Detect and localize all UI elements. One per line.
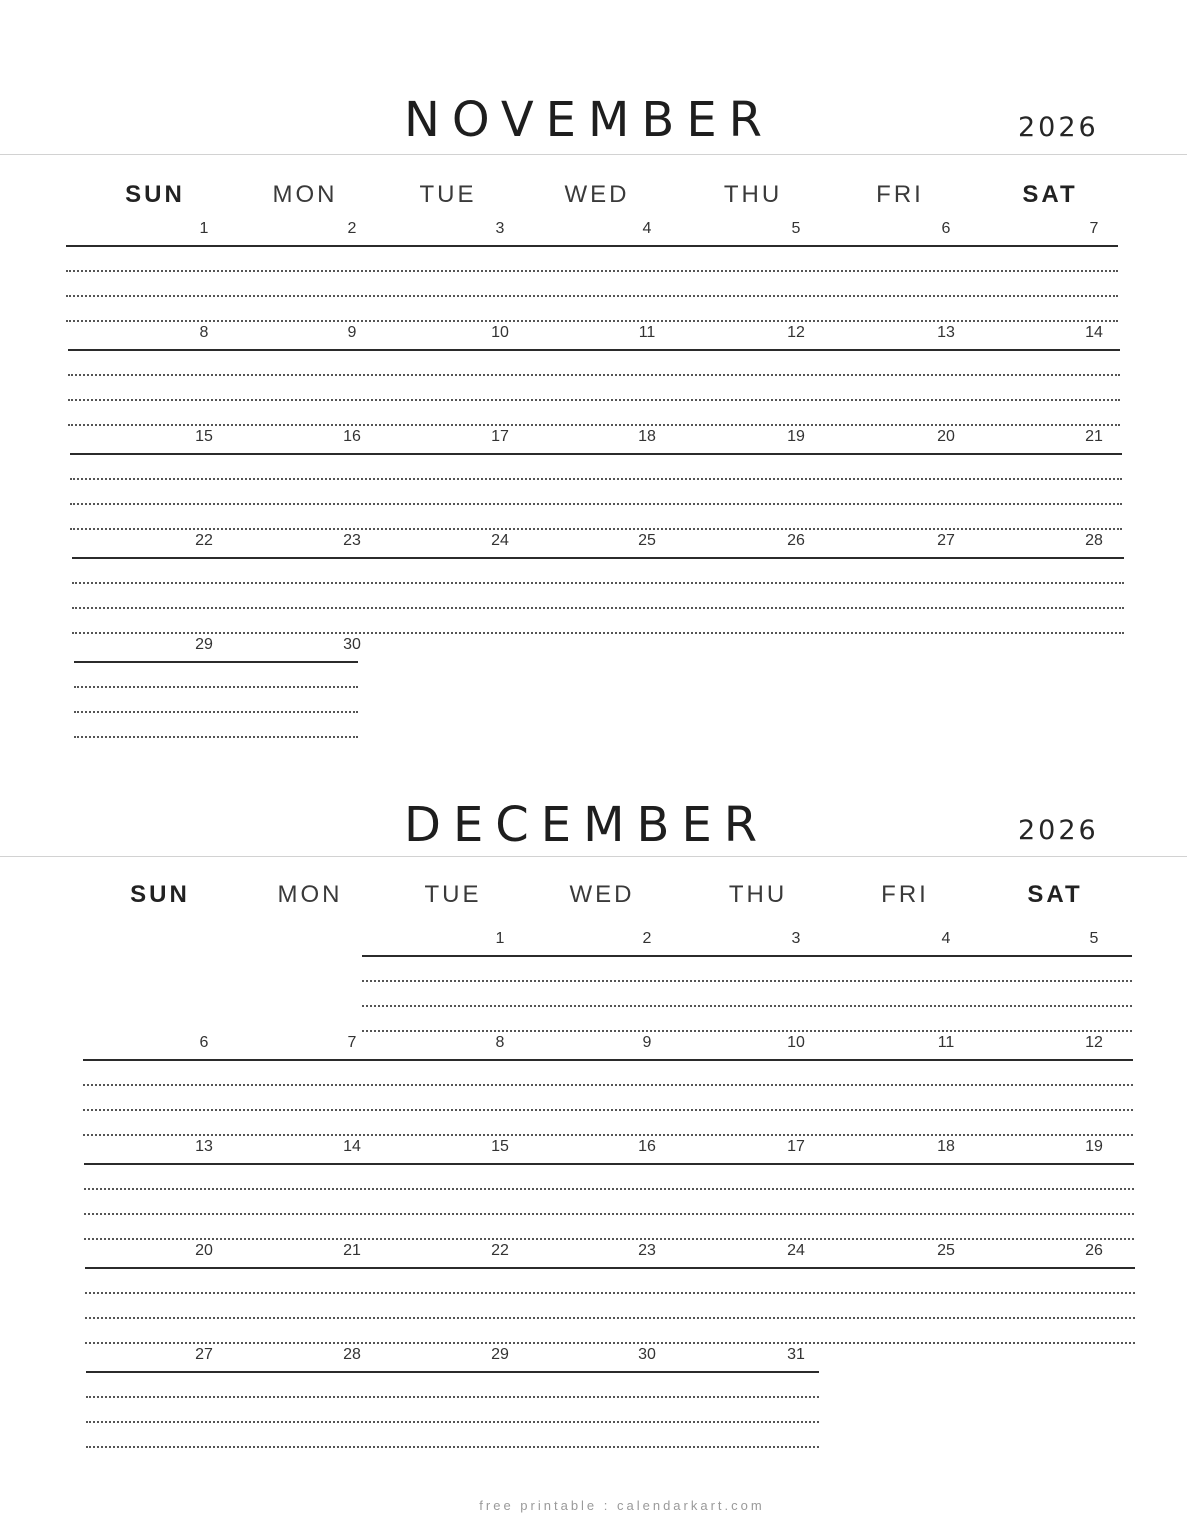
note-line (85, 1317, 1135, 1319)
note-line (68, 424, 1120, 426)
day-number: 13 (937, 324, 955, 341)
footer-credit: free printable : calendarkart.com (479, 1498, 765, 1513)
note-line (84, 1238, 1134, 1240)
day-number: 23 (343, 532, 361, 549)
weekday-header-tue: TUE (424, 881, 482, 908)
weekday-header-sat: SAT (1027, 881, 1083, 908)
note-line (70, 478, 1122, 480)
day-number: 24 (491, 532, 509, 549)
day-number: 26 (787, 532, 805, 549)
weekday-header-mon: MON (272, 181, 338, 208)
weekday-header-sun: SUN (130, 881, 190, 908)
note-line (83, 1134, 1133, 1136)
day-number: 11 (638, 324, 656, 341)
day-number: 6 (941, 220, 951, 237)
day-number: 21 (343, 1242, 361, 1259)
day-number: 3 (791, 930, 801, 947)
day-number: 17 (787, 1138, 805, 1155)
note-line (362, 980, 1132, 982)
week-row-line (66, 245, 1118, 247)
week-row-line (85, 1267, 1135, 1269)
note-line (70, 528, 1122, 530)
weekday-header-fri: FRI (881, 881, 929, 908)
day-number: 7 (1089, 220, 1099, 237)
weekday-header-wed: WED (569, 881, 635, 908)
day-number: 22 (491, 1242, 509, 1259)
month-title: DECEMBER (404, 797, 770, 853)
day-number: 30 (343, 636, 361, 653)
note-line (68, 374, 1120, 376)
day-number: 5 (791, 220, 801, 237)
month-title: NOVEMBER (404, 92, 775, 148)
weekday-header-sun: SUN (125, 181, 185, 208)
note-line (66, 270, 1118, 272)
day-number: 18 (937, 1138, 955, 1155)
day-number: 20 (937, 428, 955, 445)
day-number: 26 (1085, 1242, 1103, 1259)
day-number: 21 (1085, 428, 1103, 445)
day-number: 28 (343, 1346, 361, 1363)
note-line (72, 607, 1124, 609)
day-number: 24 (787, 1242, 805, 1259)
week-row-line (70, 453, 1122, 455)
week-row-line (72, 557, 1124, 559)
title-divider (0, 154, 1187, 155)
note-line (74, 736, 358, 738)
day-number: 17 (491, 428, 509, 445)
week-row-line (68, 349, 1120, 351)
note-line (362, 1005, 1132, 1007)
day-number: 2 (642, 930, 652, 947)
day-number: 14 (1085, 324, 1103, 341)
note-line (86, 1396, 819, 1398)
note-line (85, 1292, 1135, 1294)
day-number: 19 (1085, 1138, 1103, 1155)
day-number: 10 (787, 1034, 805, 1051)
weekday-header-tue: TUE (419, 181, 477, 208)
note-line (86, 1446, 819, 1448)
note-line (66, 295, 1118, 297)
note-line (74, 711, 358, 713)
weekday-header-fri: FRI (876, 181, 924, 208)
day-number: 13 (195, 1138, 213, 1155)
day-number: 14 (343, 1138, 361, 1155)
weekday-header-thu: THU (728, 881, 788, 908)
weekday-header-sat: SAT (1022, 181, 1078, 208)
day-number: 4 (941, 930, 951, 947)
day-number: 18 (638, 428, 656, 445)
day-number: 25 (638, 532, 656, 549)
day-number: 1 (199, 220, 209, 237)
day-number: 9 (347, 324, 357, 341)
day-number: 19 (787, 428, 805, 445)
note-line (68, 399, 1120, 401)
note-line (84, 1213, 1134, 1215)
day-number: 15 (491, 1138, 509, 1155)
day-number: 3 (495, 220, 505, 237)
day-number: 16 (343, 428, 361, 445)
weekday-header-thu: THU (723, 181, 783, 208)
week-row-line (86, 1371, 819, 1373)
note-line (84, 1188, 1134, 1190)
day-number: 22 (195, 532, 213, 549)
day-number: 28 (1085, 532, 1103, 549)
note-line (72, 582, 1124, 584)
week-row-line (84, 1163, 1134, 1165)
day-number: 6 (199, 1034, 209, 1051)
day-number: 1 (495, 930, 505, 947)
week-row-line (83, 1059, 1133, 1061)
weekday-header-wed: WED (564, 181, 630, 208)
day-number: 30 (638, 1346, 656, 1363)
week-row-line (74, 661, 358, 663)
title-divider (0, 856, 1187, 857)
note-line (74, 686, 358, 688)
note-line (66, 320, 1118, 322)
note-line (85, 1342, 1135, 1344)
day-number: 10 (491, 324, 509, 341)
day-number: 8 (495, 1034, 505, 1051)
day-number: 2 (347, 220, 357, 237)
note-line (362, 1030, 1132, 1032)
week-row-line (362, 955, 1132, 957)
weekday-header-mon: MON (277, 881, 343, 908)
day-number: 27 (195, 1346, 213, 1363)
year-label: 2026 (1018, 112, 1099, 143)
note-line (72, 632, 1124, 634)
day-number: 16 (638, 1138, 656, 1155)
day-number: 15 (195, 428, 213, 445)
day-number: 29 (491, 1346, 509, 1363)
day-number: 23 (638, 1242, 656, 1259)
note-line (83, 1109, 1133, 1111)
note-line (83, 1084, 1133, 1086)
day-number: 12 (787, 324, 805, 341)
day-number: 4 (642, 220, 652, 237)
day-number: 20 (195, 1242, 213, 1259)
day-number: 7 (347, 1034, 357, 1051)
day-number: 27 (937, 532, 955, 549)
day-number: 5 (1089, 930, 1099, 947)
day-number: 31 (787, 1346, 805, 1363)
day-number: 9 (642, 1034, 652, 1051)
day-number: 12 (1085, 1034, 1103, 1051)
day-number: 29 (195, 636, 213, 653)
year-label: 2026 (1018, 815, 1099, 846)
day-number: 11 (937, 1034, 955, 1051)
note-line (86, 1421, 819, 1423)
day-number: 25 (937, 1242, 955, 1259)
note-line (70, 503, 1122, 505)
day-number: 8 (199, 324, 209, 341)
